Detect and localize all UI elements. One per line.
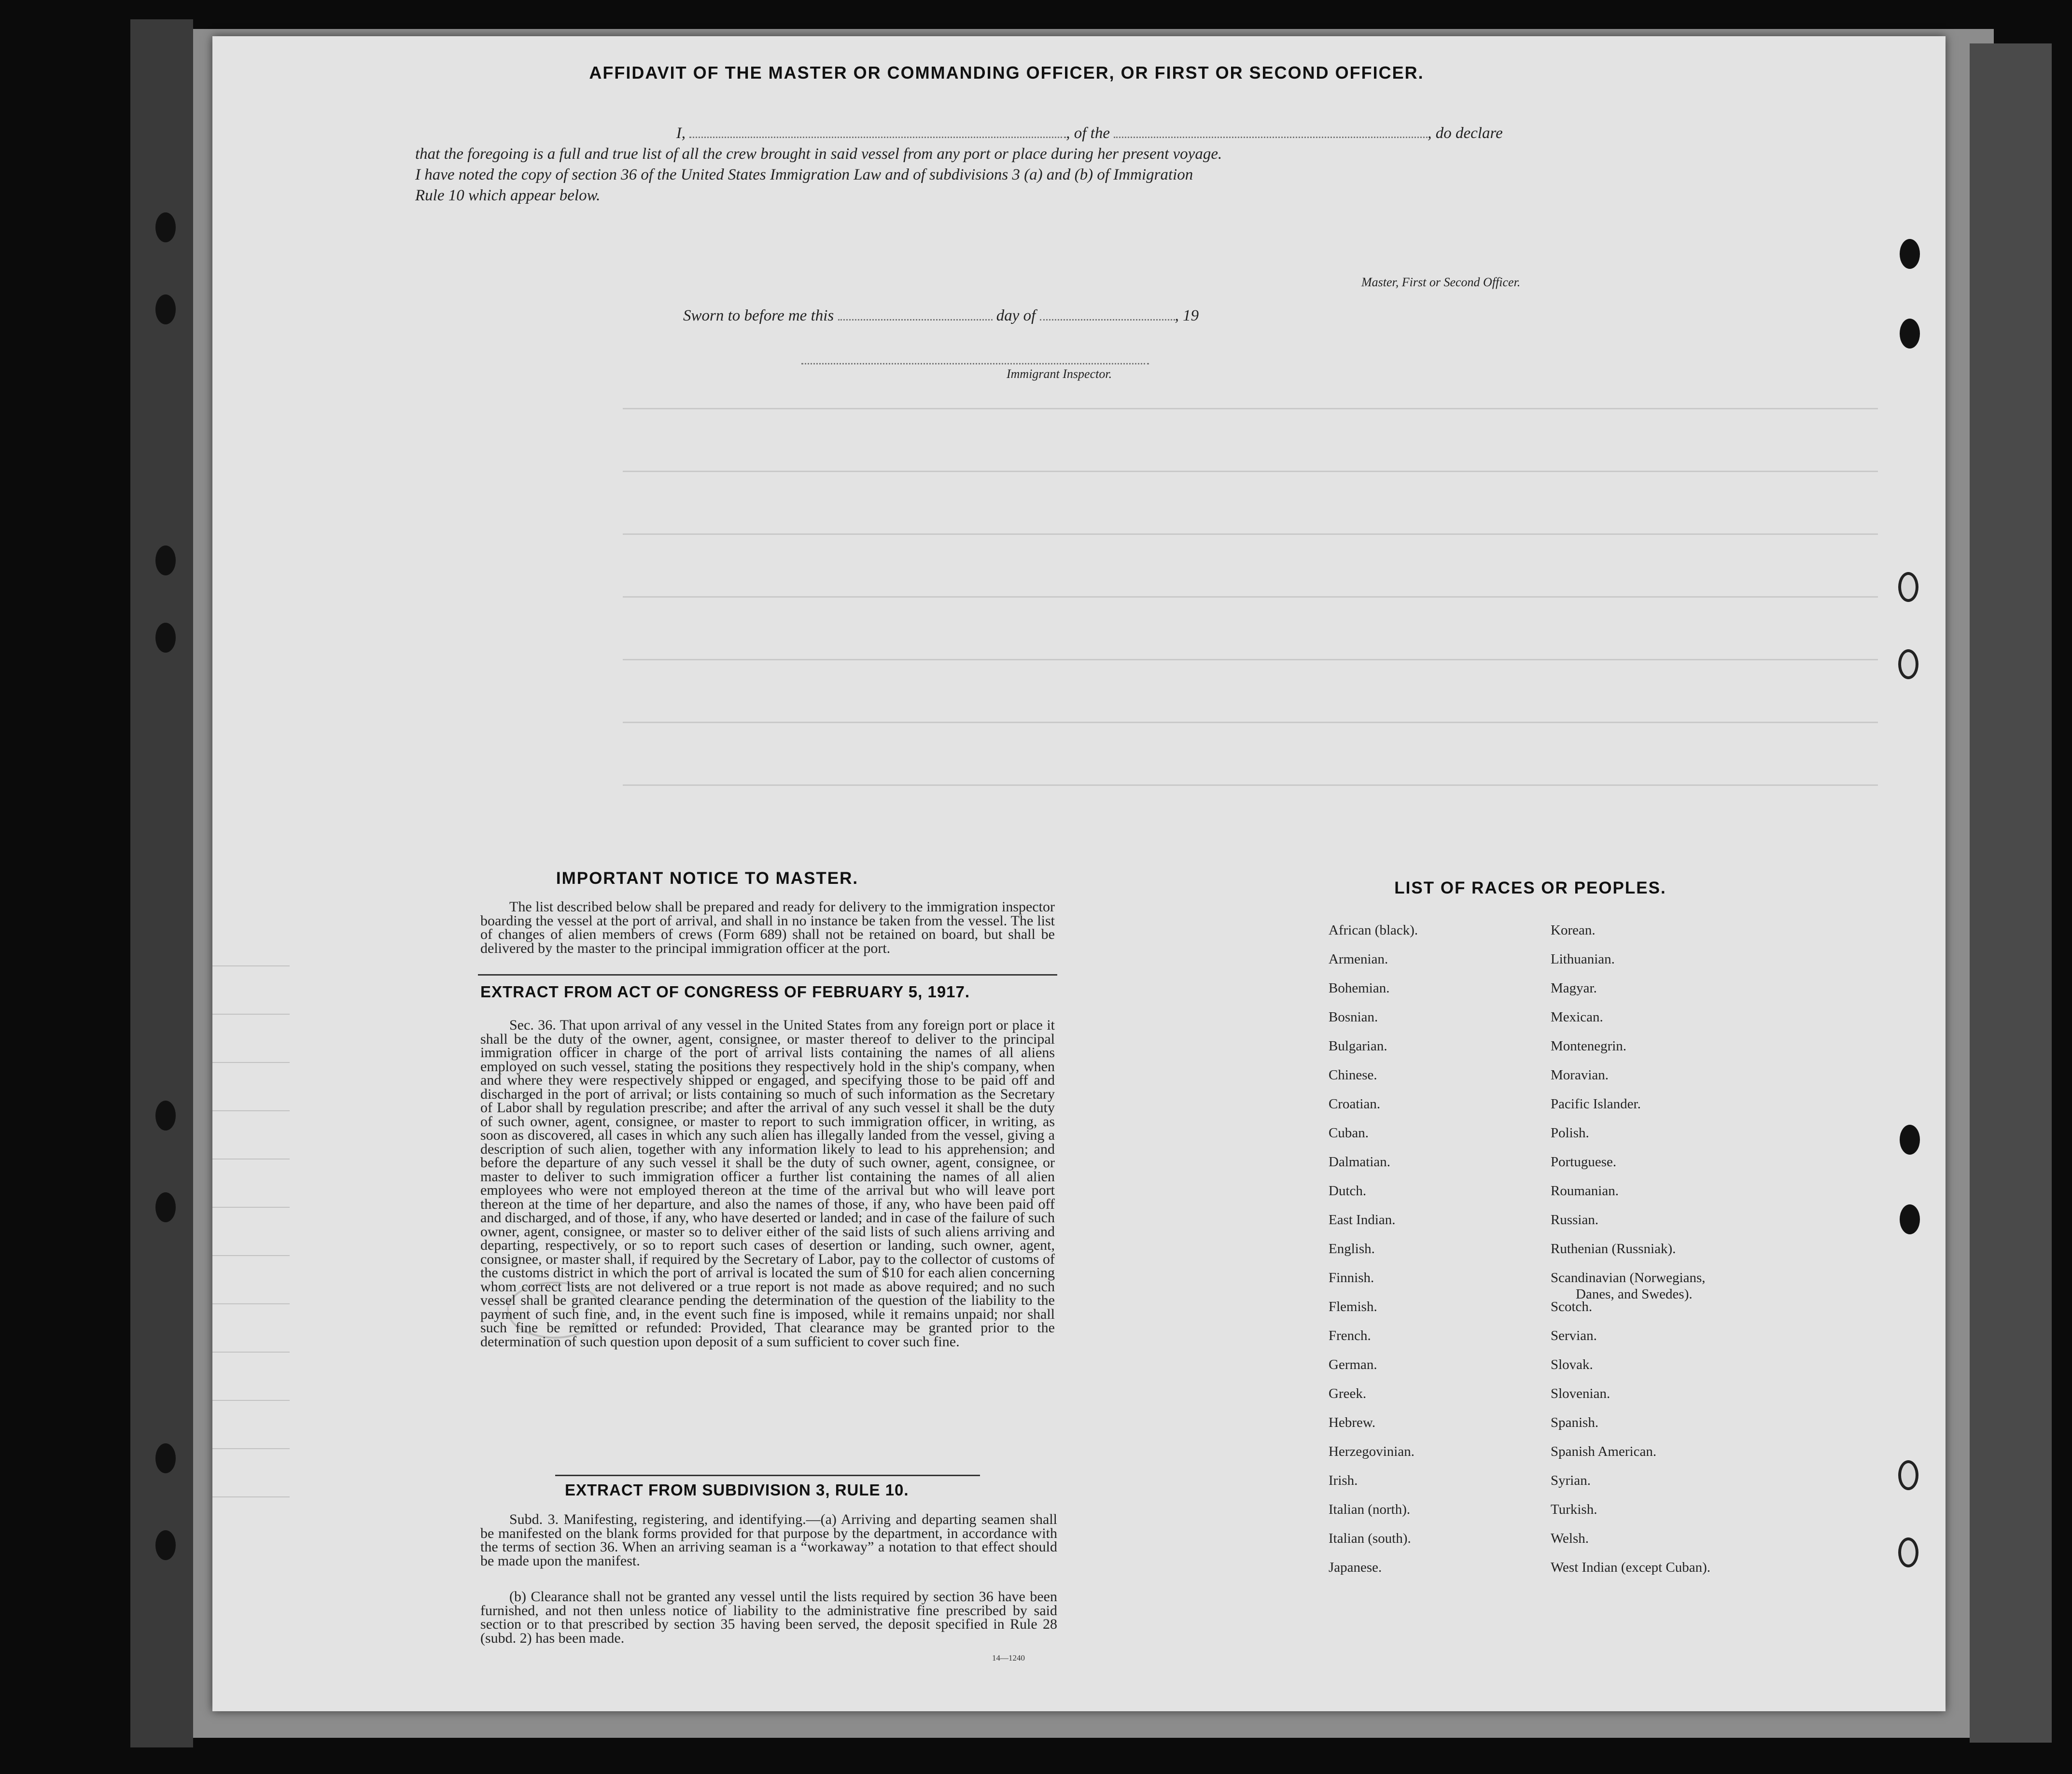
binder-hole (1900, 1125, 1920, 1155)
margin-rule (212, 1448, 290, 1449)
rule-text-a: Subd. 3. Manifesting, registering, and identifying.—(a) Arriving and departing seamen shall be manifested on the blank forms provided for that purpose by the department, in accordance with the terms of section 36. When an arriving seaman is a “workaway” a notation to that effect should be made upon the manifest. (480, 1511, 1057, 1569)
notice-title: IMPORTANT NOTICE TO MASTER. (556, 869, 859, 888)
race-item: African (black). (1329, 922, 1418, 938)
race-item: Ruthenian (Russniak). (1551, 1241, 1676, 1257)
binder-hole (155, 1192, 176, 1222)
race-item: Bohemian. (1329, 980, 1390, 996)
margin-rule (212, 1496, 290, 1497)
race-item: Lithuanian. (1551, 951, 1615, 967)
race-item: Magyar. (1551, 980, 1597, 996)
scanner-edge-left (130, 19, 193, 1747)
race-item: Turkish. (1551, 1502, 1597, 1517)
race-item: Slovenian. (1551, 1386, 1610, 1401)
act-text: Sec. 36. That upon arrival of any vessel in the United States from any foreign port or place it shall be the duty of the owner, agent, consignee, or master thereof to deliver to the principal immigration officer in charge of the port of arrival lists containing the names of all aliens employed on such vessel, stating the positions they respectively hold in the ship's company, when and where they were respectively shipped or engaged, and specifying those to be paid off and discharged in the port of arrival; or lists containing so much of such information as the Secretary of Labor shall by regulation prescribe; and after the arrival of any such vessel it shall be the duty of such owner, agent, consignee, or master to report to such immigration officer, in writing, as soon as discovered, all cases in which any such alien has illegally landed from the vessel, giving a description of such alien, together with any information likely to lead to his apprehension; and before the departure of any such vessel it shall be the duty of such owner, agent, consignee, or master to deliver to such immigration officer a further list containing the names of all alien employees who were not employed thereon at the time of the arrival but who will leave port thereon at the time of her departure, and also the names of those, if any, who have been paid off and discharged, and of those, if any, who have deserted or landed; and in case of the failure of such owner, agent, consignee, or master so to deliver either of the said lists of such aliens arriving and departing, respectively, or so to report such cases of desertion or landing, such owner, agent, consignee, or master shall, if required by the Secretary of Labor, pay to the collector of customs of the customs district in which the port of arrival is located the sum of $10 for each alien concerning whom correct lists are not delivered or a true report is not made as above required; and no such vessel shall be granted clearance pending the determination of the question of the liability to the payment of such fine, and, in the event such fine is imposed, while it remains unpaid; nor shall such fine be remitted or refunded: Provided, That clearance may be granted prior to the determination of such question upon deposit of a sum sufficient to cover such fine. (480, 1017, 1055, 1350)
race-item: Spanish. (1551, 1415, 1599, 1430)
race-item: French. (1329, 1328, 1371, 1343)
race-item: Roumanian. (1551, 1183, 1619, 1199)
race-item: Armenian. (1329, 951, 1388, 967)
race-item: Dutch. (1329, 1183, 1367, 1199)
act-heading: EXTRACT FROM ACT OF CONGRESS OF FEBRUARY 5, 1917. (480, 983, 970, 1001)
declarant-prefix: I, (676, 125, 686, 142)
race-item: Finnish. (1329, 1270, 1374, 1285)
race-item: Bulgarian. (1329, 1038, 1387, 1054)
races-column-2 (1551, 922, 1710, 1588)
margin-rule (212, 1255, 290, 1256)
race-item: East Indian. (1329, 1212, 1396, 1228)
binder-hole (1898, 649, 1918, 679)
race-item: Mexican. (1551, 1009, 1603, 1025)
race-item: Moravian. (1551, 1067, 1609, 1083)
races-title: LIST OF RACES OR PEOPLES. (1394, 879, 1666, 897)
race-item: Portuguese. (1551, 1154, 1617, 1170)
margin-rule (212, 1014, 290, 1015)
race-item: Japanese. (1329, 1560, 1382, 1575)
master-signature-caption: Master, First or Second Officer. (1361, 275, 1521, 289)
race-item: Polish. (1551, 1125, 1589, 1141)
race-item: Italian (north). (1329, 1502, 1411, 1517)
race-item: Croatian. (1329, 1096, 1381, 1112)
binder-hole (155, 1101, 176, 1131)
race-item: Pacific Islander. (1551, 1096, 1641, 1112)
bleed-through-line (623, 471, 1878, 472)
race-item: Montenegrin. (1551, 1038, 1627, 1054)
race-item: Flemish. (1329, 1299, 1377, 1314)
race-item: West Indian (except Cuban). (1551, 1560, 1711, 1575)
form-number: 14—1240 (992, 1653, 1025, 1662)
bleed-through-line (623, 722, 1878, 723)
binder-hole (155, 212, 176, 242)
affidavit-line-4: Rule 10 which appear below. (415, 187, 601, 204)
section-rule (555, 1475, 980, 1476)
race-item: Russian. (1551, 1212, 1599, 1228)
race-item: Spanish American. (1551, 1444, 1657, 1459)
declare-suffix: , do declare (1428, 125, 1503, 142)
margin-rule (212, 1207, 290, 1208)
binder-hole (1898, 572, 1918, 602)
binder-hole (1900, 319, 1920, 349)
race-item: Dalmatian. (1329, 1154, 1391, 1170)
race-item: Chinese. (1329, 1067, 1377, 1083)
race-item: Slovak. (1551, 1357, 1593, 1372)
margin-rule (212, 1303, 290, 1304)
sworn-day-field[interactable] (838, 313, 993, 321)
binder-hole (155, 1443, 176, 1473)
sworn-year: , 19 (1175, 307, 1199, 324)
margin-rule (212, 1352, 290, 1353)
binder-hole (155, 623, 176, 653)
affidavit-title: AFFIDAVIT OF THE MASTER OR COMMANDING OFFICER, OR FIRST OR SECOND OFFICER. (589, 63, 1424, 83)
race-item: Cuban. (1329, 1125, 1369, 1141)
bleed-through-line (623, 533, 1878, 535)
race-item: Hebrew. (1329, 1415, 1376, 1430)
sworn-month-field[interactable] (1040, 313, 1175, 321)
race-item: Italian (south). (1329, 1531, 1411, 1546)
inspector-signature-field[interactable] (801, 357, 1149, 364)
race-item: Herzegovinian. (1329, 1444, 1414, 1459)
rule-text-b: (b) Clearance shall not be granted any vessel until the lists required by section 36 have been furnished, and not then unless notice of liability to the administrative fine prescribed by said section or to that prescribed by section 35 having been served, the deposit specified in Rule 28 (subd. 2) has been made. (480, 1589, 1057, 1646)
declarant-line (415, 123, 1583, 144)
affidavit-line-3: I have noted the copy of section 36 of the United States Immigration Law and of subdivisions 3 (a) and (b) of Immigration (415, 166, 1193, 183)
binder-hole (1900, 239, 1920, 269)
declarant-name-field[interactable] (689, 131, 1066, 138)
sworn-day-of: day of (996, 307, 1036, 324)
scanner-edge-right (1970, 43, 2052, 1743)
binder-hole (1898, 1460, 1918, 1490)
bleed-through-line (623, 596, 1878, 598)
inspector-caption: Immigrant Inspector. (1007, 367, 1112, 381)
race-item-continuation: Danes, and Swedes). (1576, 1286, 1693, 1302)
margin-rule (212, 1062, 290, 1063)
notice-text: The list described below shall be prepared and ready for delivery to the immigration inspector boarding the vessel at the port of arrival, and shall in no instance be taken from the vessel. The list of changes of alien members of crews (Form 689) shall not be retained on board, but shall be delivered by the master to the principal immigration officer at the port. (480, 899, 1055, 956)
race-item: Servian. (1551, 1328, 1597, 1343)
race-item: Scotch. (1551, 1299, 1593, 1314)
binder-hole (155, 294, 176, 324)
race-item: Welsh. (1551, 1531, 1589, 1546)
margin-rule (212, 1400, 290, 1401)
binder-hole (1898, 1537, 1918, 1567)
binder-hole (155, 1530, 176, 1560)
bleed-through-line (623, 784, 1878, 786)
race-item: English. (1329, 1241, 1375, 1257)
section-rule (478, 974, 1057, 976)
bleed-through-line (623, 408, 1878, 409)
race-item: Korean. (1551, 922, 1596, 938)
race-item: Bosnian. (1329, 1009, 1378, 1025)
affidavit-line-2: that the foregoing is a full and true list of all the crew brought in said vessel from any port or place during her present voyage. (415, 145, 1222, 163)
bleed-through-line (623, 659, 1878, 660)
vessel-name-field[interactable] (1114, 131, 1428, 138)
rule-heading: EXTRACT FROM SUBDIVISION 3, RULE 10. (565, 1481, 909, 1499)
race-item-text: Scandinavian (Norwegians, (1551, 1270, 1706, 1285)
sworn-prefix: Sworn to before me this (683, 307, 834, 324)
margin-rule (212, 1110, 290, 1111)
binder-hole (1900, 1204, 1920, 1234)
vessel-prefix: , of the (1066, 125, 1110, 142)
race-item: Syrian. (1551, 1473, 1591, 1488)
affidavit-body (415, 123, 1583, 206)
race-item: Irish. (1329, 1473, 1358, 1488)
race-item: German. (1329, 1357, 1377, 1372)
binder-hole (155, 545, 176, 575)
races-column-1 (1329, 922, 1418, 1588)
sworn-line (683, 307, 1199, 325)
margin-rule (212, 965, 290, 966)
race-item (1551, 1270, 1710, 1302)
race-item: Greek. (1329, 1386, 1367, 1401)
